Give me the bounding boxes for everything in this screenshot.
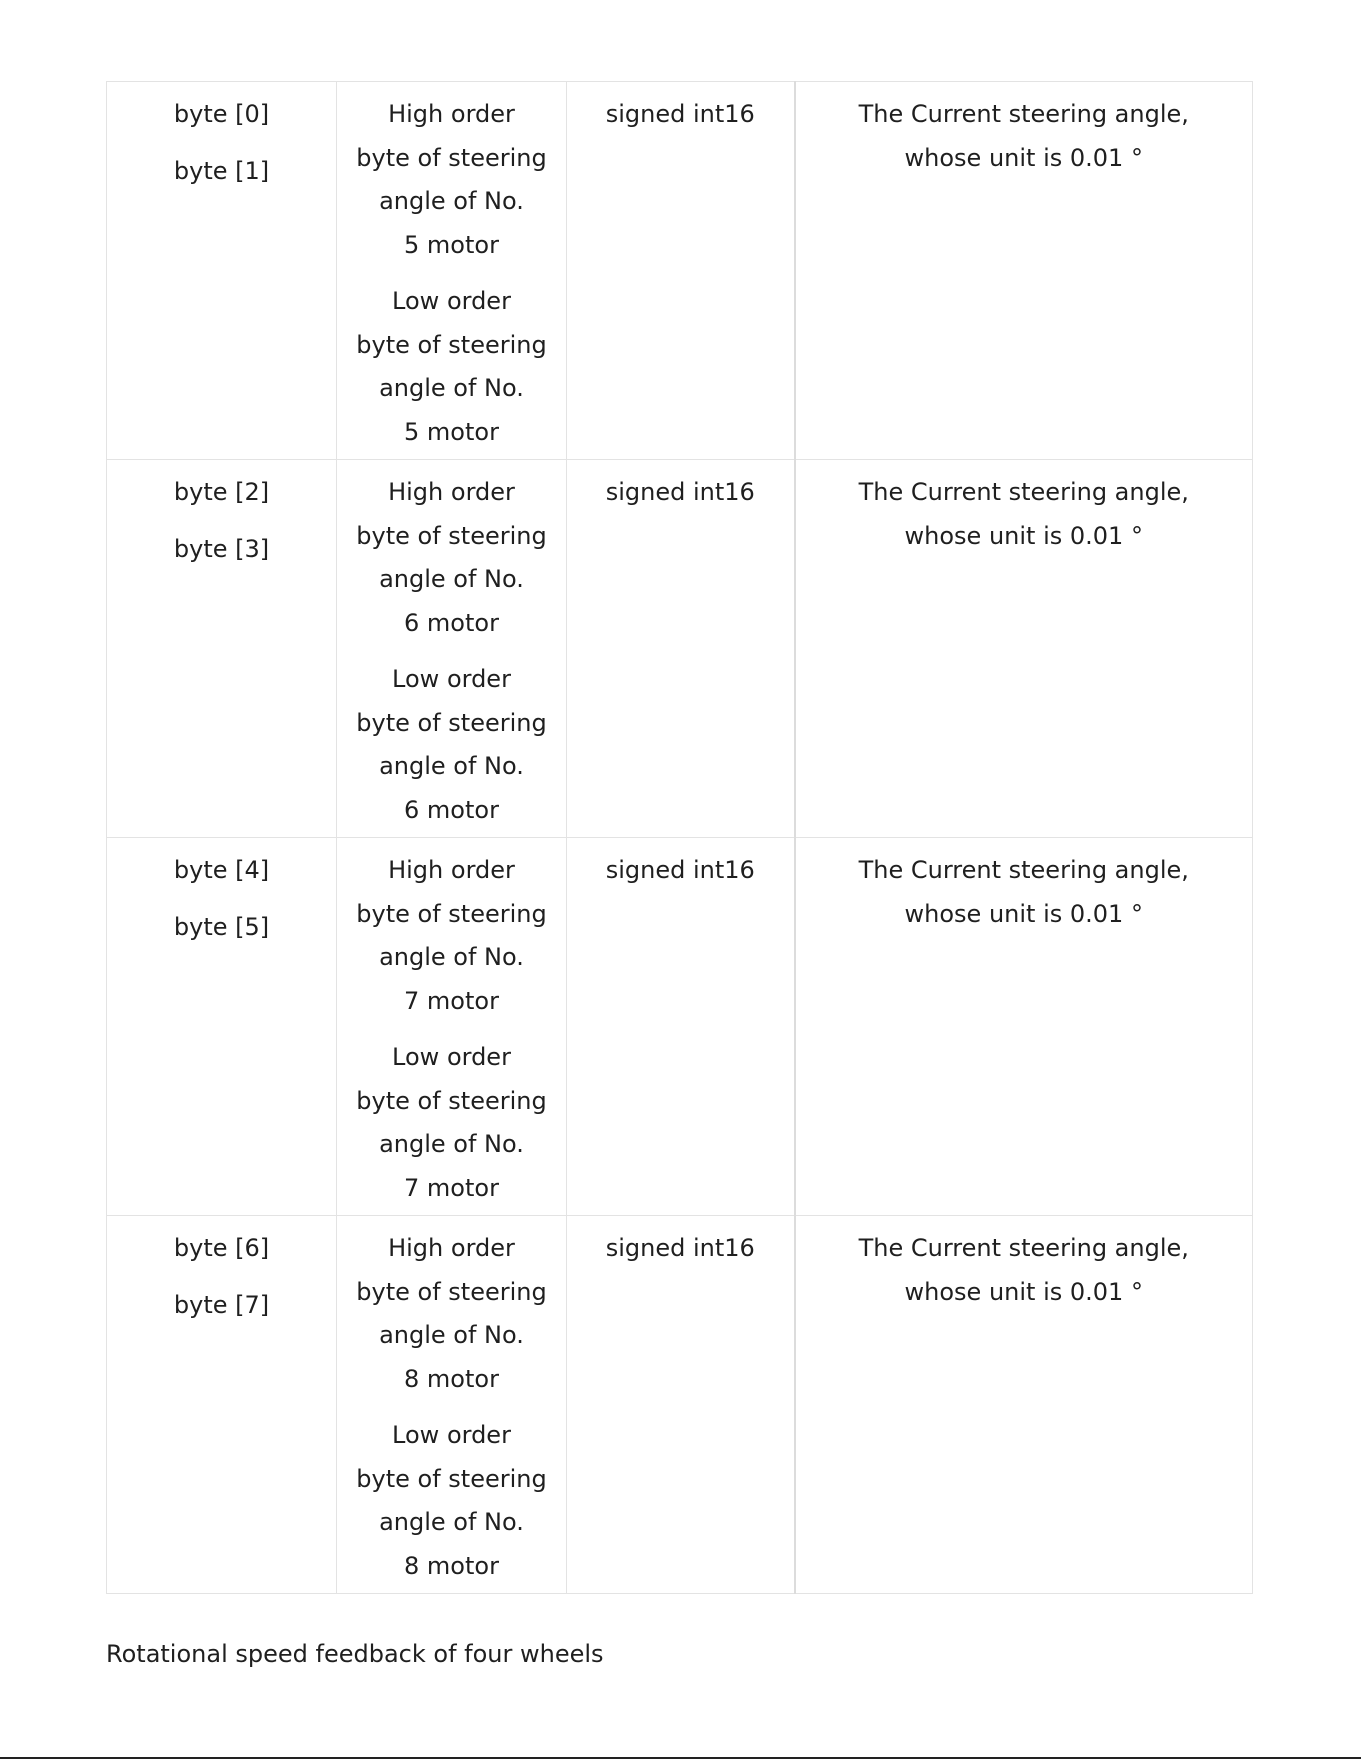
type-cell (567, 838, 795, 1216)
data-type-text: signed int16 (605, 100, 755, 128)
description-cell (795, 82, 1253, 460)
byte-label: byte [3] (173, 534, 270, 563)
data-type-text: signed int16 (605, 856, 755, 884)
table-row (107, 460, 1253, 838)
byte-label: byte [6] (173, 1234, 270, 1262)
low-order-text: Low order byte of steering angle of No. 6 motor (356, 665, 547, 824)
description-text: The Current steering angle, whose unit is 0.01 ° (858, 1234, 1189, 1306)
high-order-text: High order byte of steering angle of No. 8 motor (356, 1234, 547, 1393)
high-order-text: High order byte of steering angle of No. 6 motor (356, 478, 547, 637)
meaning-cell (337, 838, 567, 1216)
type-cell (567, 82, 795, 460)
description-cell (795, 1216, 1253, 1594)
byte-cell (107, 1216, 337, 1594)
description-text: The Current steering angle, whose unit is 0.01 ° (858, 856, 1189, 928)
byte-cell (107, 838, 337, 1216)
data-type-text: signed int16 (605, 478, 755, 506)
description-cell (795, 838, 1253, 1216)
byte-label: byte [2] (173, 478, 270, 506)
description-cell (795, 460, 1253, 838)
high-order-text: High order byte of steering angle of No. 7 motor (356, 856, 547, 1015)
description-text: The Current steering angle, whose unit is 0.01 ° (858, 478, 1189, 550)
byte-cell (107, 82, 337, 460)
type-cell (567, 1216, 795, 1594)
page-bottom-divider (0, 1757, 1361, 1759)
data-type-text: signed int16 (605, 1234, 755, 1262)
low-order-text: Low order byte of steering angle of No. 5 motor (356, 287, 547, 446)
table-row (107, 1216, 1253, 1594)
byte-label: byte [1] (173, 156, 270, 185)
low-order-text: Low order byte of steering angle of No. 8 motor (356, 1421, 547, 1580)
meaning-cell (337, 1216, 567, 1594)
meaning-cell (337, 82, 567, 460)
byte-cell (107, 460, 337, 838)
description-text: The Current steering angle, whose unit is 0.01 ° (858, 100, 1189, 172)
section-heading: Rotational speed feedback of four wheels (106, 1640, 604, 1668)
steering-angle-table (106, 81, 1253, 1594)
byte-label: byte [4] (173, 856, 270, 884)
meaning-cell (337, 460, 567, 838)
byte-label: byte [0] (173, 100, 270, 128)
byte-label: byte [5] (173, 912, 270, 941)
table-row (107, 838, 1253, 1216)
high-order-text: High order byte of steering angle of No. 5 motor (356, 100, 547, 259)
byte-label: byte [7] (173, 1290, 270, 1319)
low-order-text: Low order byte of steering angle of No. 7 motor (356, 1043, 547, 1202)
type-cell (567, 460, 795, 838)
table-row (107, 82, 1253, 460)
